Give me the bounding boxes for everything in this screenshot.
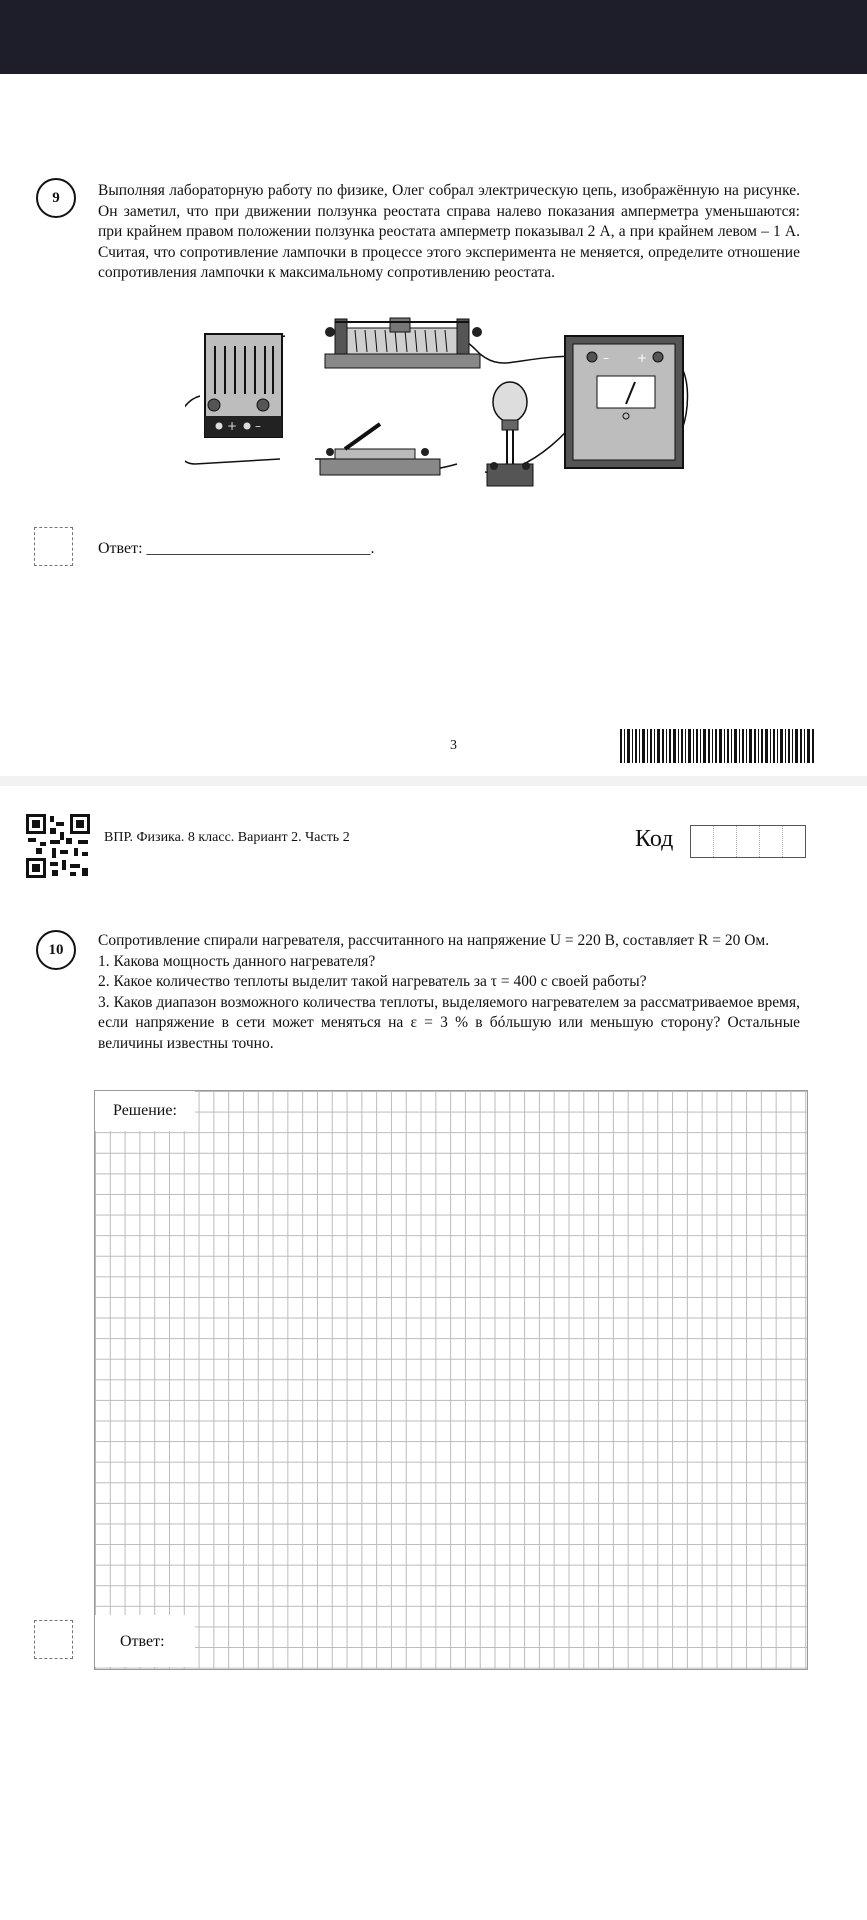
app-top-bar: [0, 0, 867, 74]
barcode-icon: [620, 729, 816, 763]
kod-cell[interactable]: [691, 826, 714, 857]
question-10-item3: 3. Каков диапазон возможного количества теплоты, выделяемого нагревателем за рассматриваемое время, если напряжение в сети может меняться на ε = 3 % в бóльшую или меньшую сторону? Остальные величины известны точно.: [98, 993, 800, 1052]
switch-icon: [320, 424, 440, 475]
kod-cell[interactable]: [714, 826, 737, 857]
solution-grid[interactable]: [94, 1090, 808, 1670]
power-supply-icon: [205, 334, 282, 437]
answer-label-9: Ответ: ____________________________.: [98, 540, 375, 557]
svg-text:+: +: [227, 419, 238, 433]
question-10-text: [98, 931, 800, 1054]
qr-code-icon: [26, 814, 90, 878]
page-number: 3: [450, 738, 457, 753]
kod-label: Код: [635, 826, 674, 852]
answer-label-box: [95, 1615, 195, 1667]
svg-text:–: –: [603, 351, 609, 365]
ammeter-icon: [565, 336, 683, 468]
solution-label-box: [95, 1091, 195, 1131]
kod-cell[interactable]: [737, 826, 760, 857]
svg-text:+: +: [637, 351, 648, 365]
svg-text:–: –: [255, 419, 261, 433]
answer-box-9[interactable]: [34, 527, 73, 566]
kod-cell[interactable]: [760, 826, 783, 857]
question-10-item1: 1. Какова мощность данного нагревателя?: [98, 952, 376, 970]
page-3: [0, 74, 867, 776]
question-9-text: Выполняя лабораторную работу по физике, Олег собрал электрическую цепь, изображённую на рисунке. Он заметил, что при движении ползунка реостата справа налево показания амперметра уменьшаются: при крайнем правом положении ползунка реостата амперметр показывал 2 А, а при крайнем левом – 1 А. Считая, что сопротивление лампочки в процессе этого эксперимента не меняется, определите отношение сопротивления лампочки к максимальному сопротивлению реостата.: [98, 182, 800, 281]
kod-input[interactable]: [690, 825, 806, 858]
page-header: ВПР. Физика. 8 класс. Вариант 2. Часть 2: [104, 830, 350, 845]
question-number-10: 10: [36, 930, 76, 970]
circuit-diagram: [185, 314, 695, 539]
question-10-line1: Сопротивление спирали нагревателя, рассчитанного на напряжение U = 220 В, составляет R = 20 Ом.: [98, 932, 770, 949]
rheostat-icon: [325, 318, 482, 368]
answer-box-10[interactable]: [34, 1620, 73, 1659]
question-10-item2: 2. Какое количество теплоты выделит такой нагреватель за τ = 400 с своей работы?: [98, 973, 647, 990]
question-number-9: 9: [36, 178, 76, 218]
bulb-icon: [487, 382, 533, 486]
answer-label-10: Ответ:: [120, 1633, 165, 1650]
kod-cell[interactable]: [783, 826, 805, 857]
solution-label: Решение:: [113, 1102, 177, 1119]
